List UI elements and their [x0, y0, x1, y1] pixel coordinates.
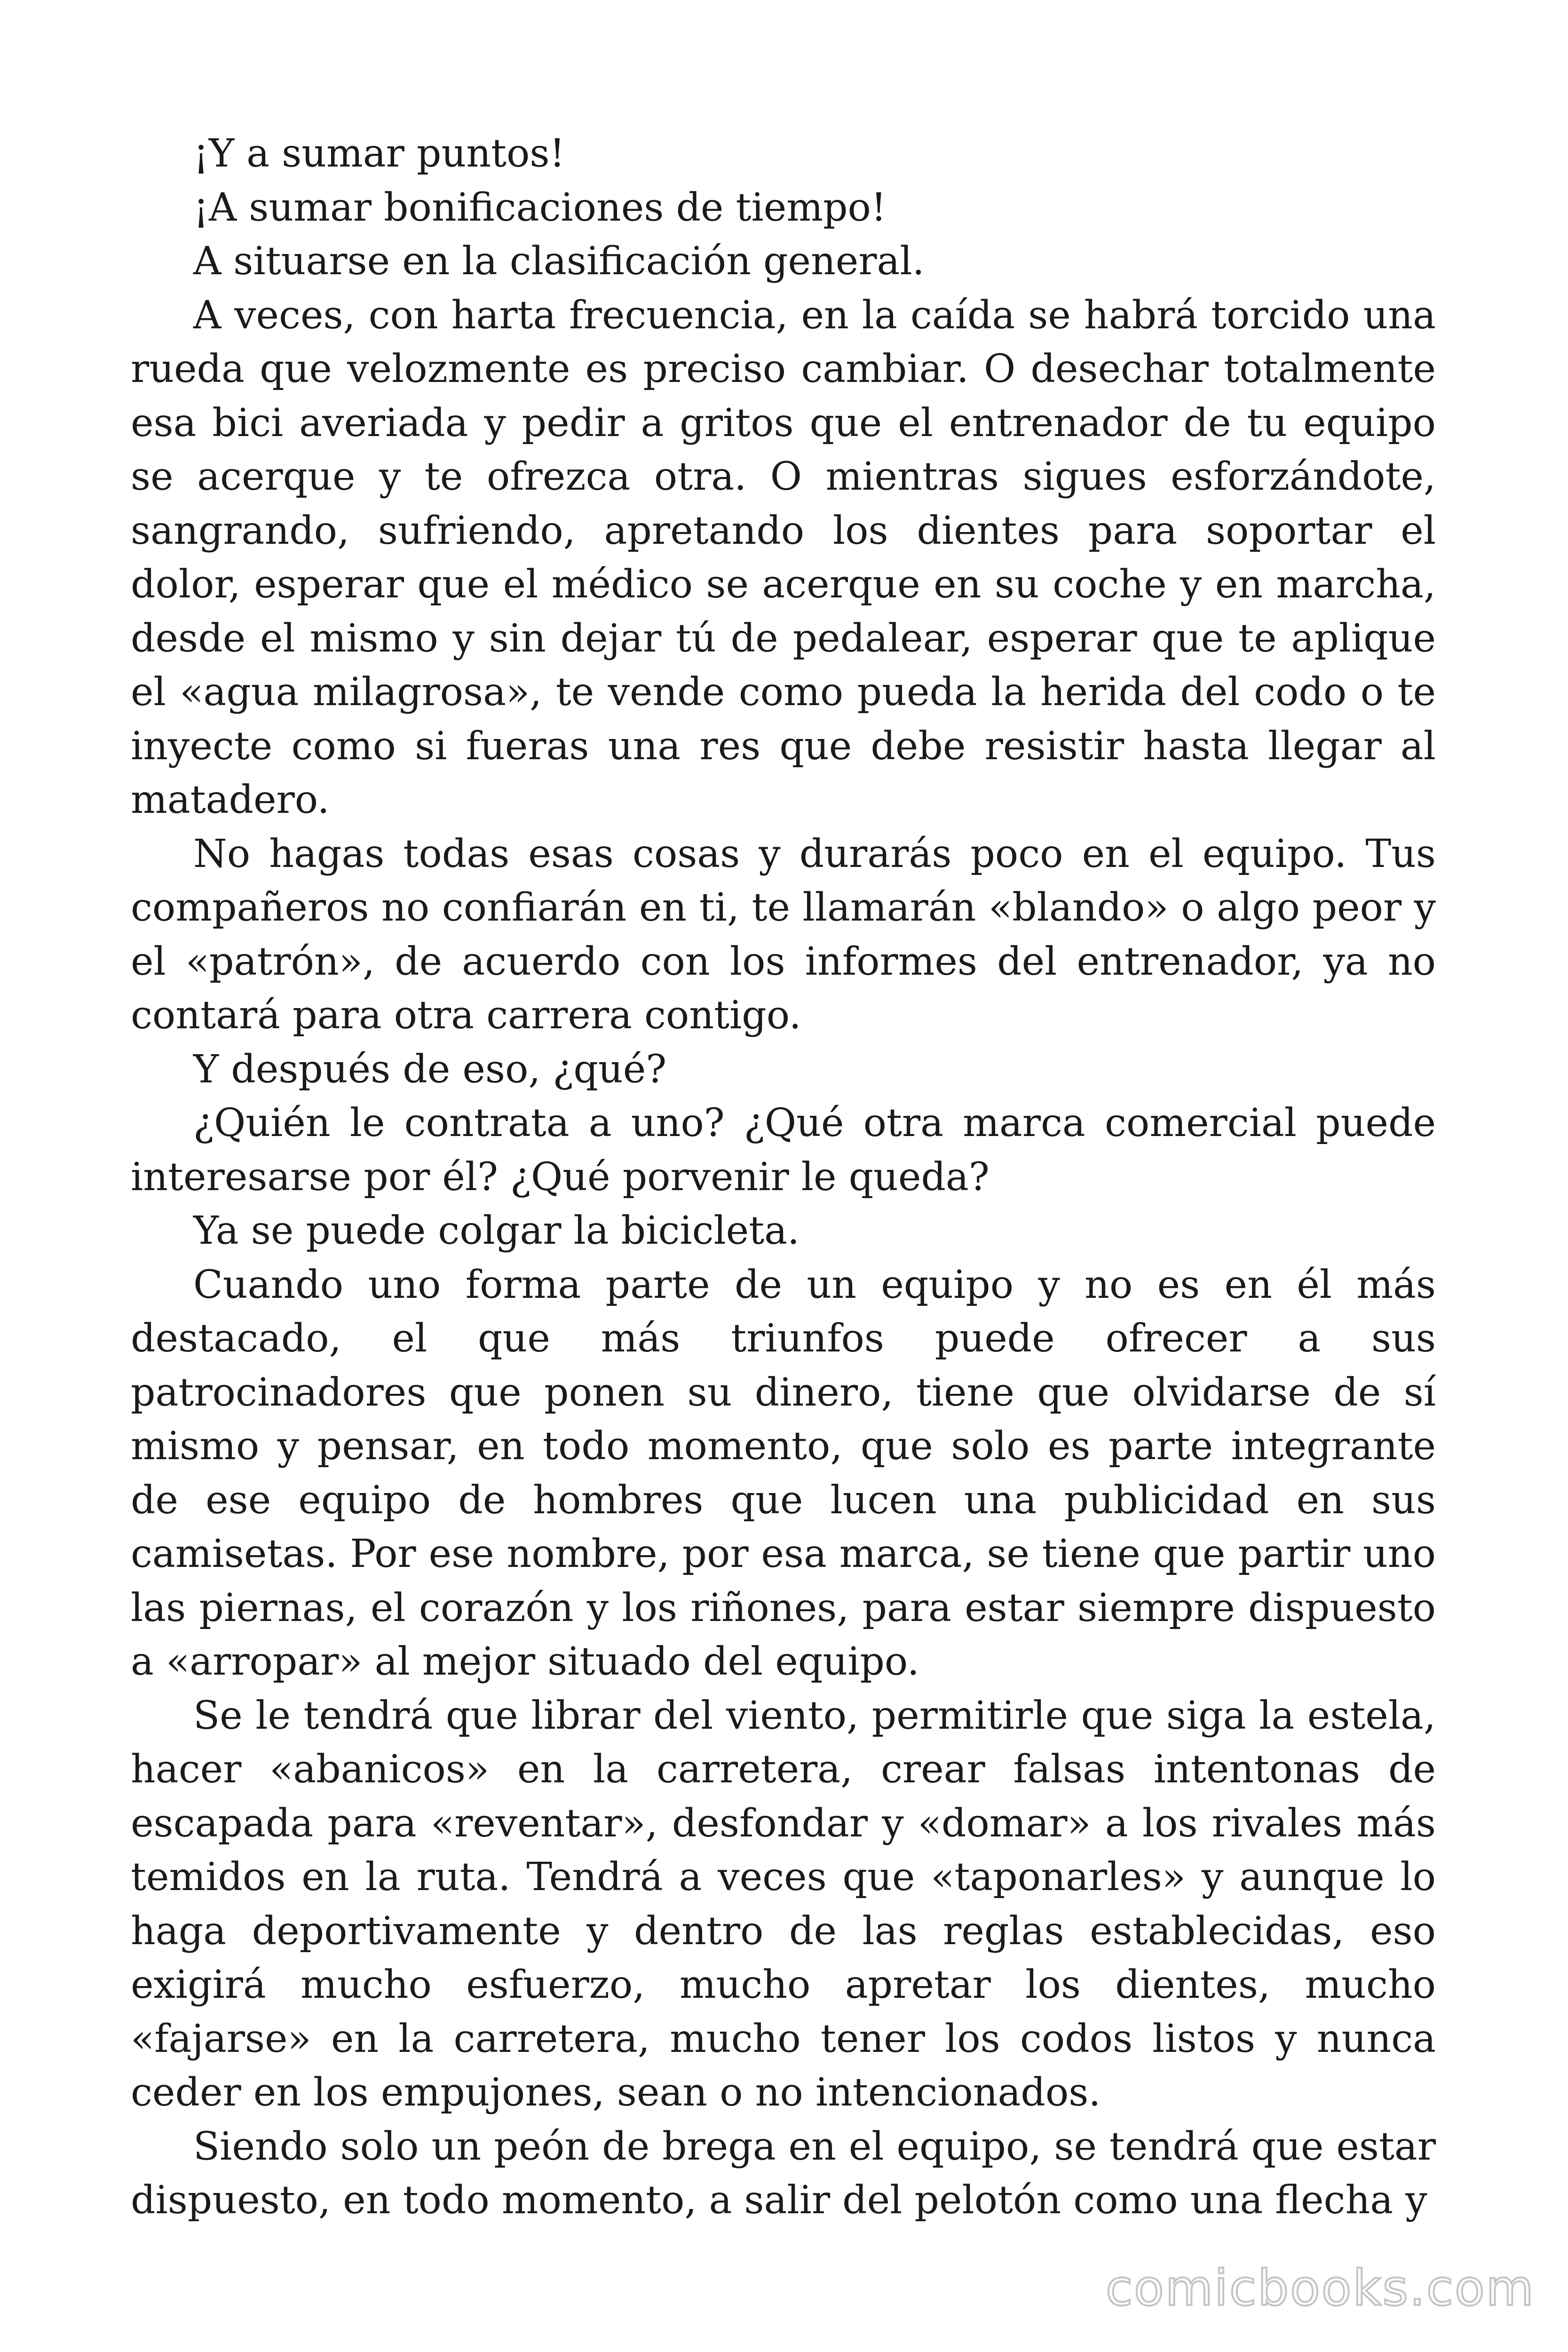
paragraph: Se le tendrá que librar del viento, permitirle que siga la estela, hacer «abanicos» en la carretera, crear falsas intentonas de escapada para «reventar», desfondar y «domar» a los rivales más temidos en la ruta. Tendrá a veces que «taponarles» y aunque lo haga deportivamente y dentro de las reglas establecidas, eso exigirá mucho esfuerzo, mucho apretar los dientes, mucho «fajarse» en la carretera, mucho tener los codos listos y nunca ceder en los empujones, sean o no intencionados.	[131, 1693, 1436, 2115]
paragraph: No hagas todas esas cosas y durarás poco en el equipo. Tus compañeros no confiarán en ti, te llamarán «blando» o algo peor y el «patrón», de acuerdo con los informes del entrenador, ya no contará para otra carrera contigo.	[131, 831, 1436, 1038]
paragraph: Cuando uno forma parte de un equipo y no es en él más destacado, el que más triunfos puede ofrecer a sus patrocinadores que ponen su dinero, tiene que olvidarse de sí mismo y pensar, en todo momento, que solo es parte integrante de ese equipo de hombres que lucen una publicidad en sus camisetas. Por ese nombre, por esa marca, se tiene que partir uno las piernas, el corazón y los riñones, para estar siempre dispuesto a «arropar» al mejor situado del equipo.	[131, 1262, 1436, 1684]
paragraph: Y después de eso, ¿qué?	[193, 1047, 667, 1092]
paragraph: Siendo solo un peón de brega en el equipo, se tendrá que estar dispuesto, en todo momento, a salir del pelotón como una flecha y	[131, 2124, 1436, 2223]
paragraph: A situarse en la clasificación general.	[193, 239, 925, 284]
paragraph: ¡Y a sumar puntos!	[193, 131, 565, 176]
body-text	[131, 127, 1436, 2228]
paragraph: A veces, con harta frecuencia, en la caída se habrá torcido una rueda que velozmente es preciso cambiar. O desechar totalmente esa bici averiada y pedir a gritos que el entrenador de tu equipo se acerque y te ofrezca otra. O mientras sigues esforzándote, sangrando, sufriendo, apretando los dientes para soportar el dolor, esperar que el médico se acerque en su coche y en marcha, desde el mismo y sin dejar tú de pedalear, esperar que te aplique el «agua milagrosa», te vende como pueda la herida del codo o te inyecte como si fueras una res que debe resistir hasta llegar al matadero.	[131, 293, 1436, 822]
watermark: comicbooks.com	[1105, 2259, 1535, 2317]
paragraph: ¡A sumar bonificaciones de tiempo!	[193, 185, 887, 230]
paragraph: ¿Quién le contrata a uno? ¿Qué otra marca comercial puede interesarse por él? ¿Qué porvenir le queda?	[131, 1101, 1436, 1200]
paragraph: Ya se puede colgar la bicicleta.	[193, 1208, 800, 1253]
